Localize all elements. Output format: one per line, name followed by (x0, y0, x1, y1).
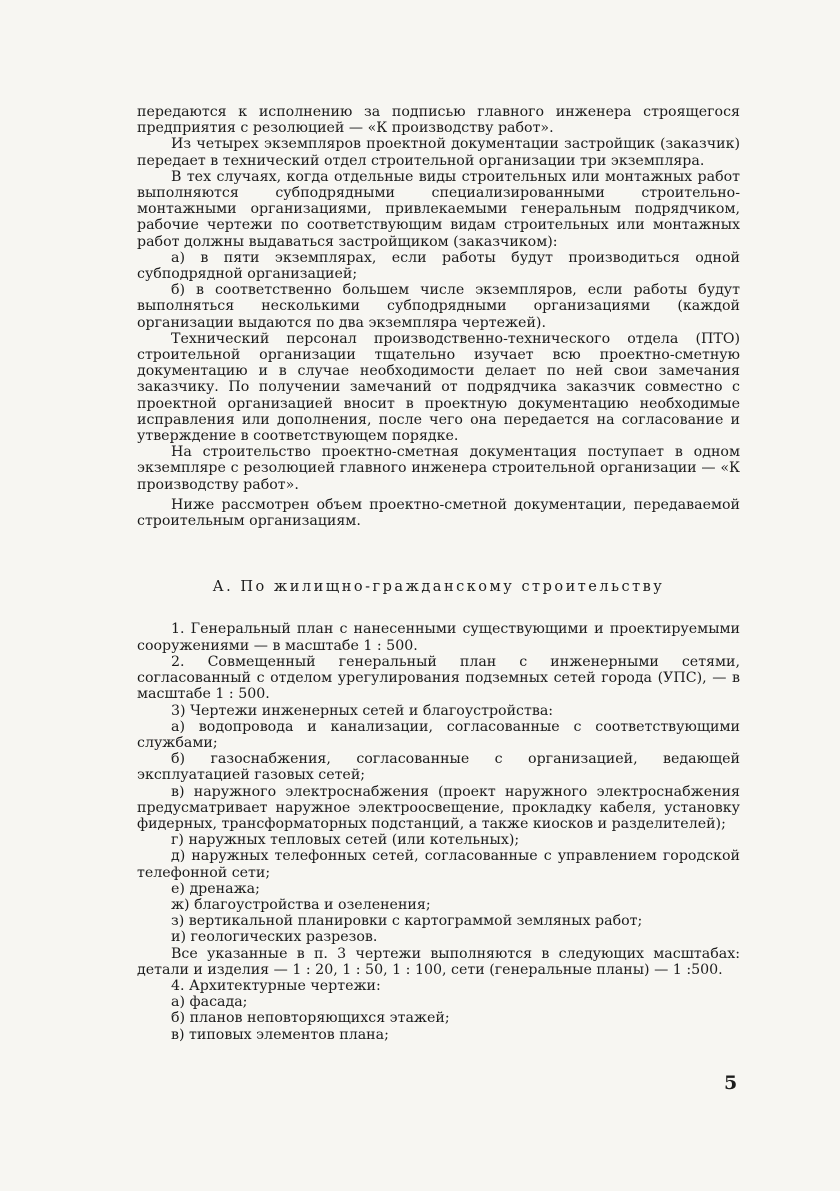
list-item: з) вертикальной планировки с картограммой земляных работ; (171, 913, 643, 930)
list-item: г) наружных тепловых сетей (или котельных); (171, 832, 520, 849)
paragraph: В тех случаях, когда отдельные виды строительных или монтажных работ выполняются субподрядными специализированными строительно-монтажными организациями, привлекаемыми генеральным подрядчиком, рабочие чертежи по соответствующим видам строительных или монтажных работ должны выдаваться застройщиком (заказчиком): (137, 168, 740, 250)
paragraph: б) в соответственно большем числе экземпляров, если работы будут выполняться несколькими субподрядными организациями (каждой организации выдаются по два экземпляра чертежей). (137, 282, 740, 331)
list-item: а) водопровода и канализации, согласованные с соответствующими службами; (137, 718, 740, 751)
paragraph: Технический персонал производственно-технического отдела (ПТО) строительной организации тщательно изучает всю проектно-сметную документацию и в случае необходимости делает по ней свои замечания заказчику. По получении замечаний от подрядчика заказчик совместно с проектной организацией вносит в проектную документацию необходимые исправления или дополнения, после чего она передается на согласование и утверждение в соответствующем порядке. (137, 330, 740, 445)
list-item: 3) Чертежи инженерных сетей и благоустройства: (171, 702, 554, 719)
list-item: б) планов неповторяющихся этажей; (171, 1010, 450, 1027)
list-item: 4. Архитектурные чертежи: (171, 977, 381, 994)
paragraph: Ниже рассмотрен объем проектно-сметной документации, передаваемой строительным организациям. (137, 496, 740, 530)
list-item: б) газоснабжения, согласованные с организацией, ведающей эксплуатацией газовых сетей; (137, 751, 740, 784)
paragraph: На строительство проектно-сметная документация поступает в одном экземпляре с резолюцией главного инженера строительной организации — «К производству работ». (137, 444, 740, 493)
list-item: а) фасада; (171, 994, 248, 1011)
paragraph: Из четырех экземпляров проектной документации застройщик (заказчик) передает в технический отдел строительной организации три экземпляра. (137, 136, 740, 169)
list-item: в) наружного электроснабжения (проект наружного электроснабжения предусматривает наружное электроосвещение, прокладку кабеля, установку фидерных, трансформаторных подстанций, а также киосков и разделителей); (137, 783, 740, 832)
section-heading: А. По жилищно-гражданскому строительству (212, 579, 665, 596)
list-item: 1. Генеральный план с нанесенными существующими и проектируемыми сооружениями — в масштабе 1 : 500. (137, 621, 740, 654)
list-item: ж) благоустройства и озеленения; (171, 896, 431, 913)
list-item: Все указанные в п. 3 чертежи выполняются в следующих масштабах: детали и изделия — 1 : 20, 1 : 50, 1 : 100, сети (генеральные планы) — 1 :500. (137, 945, 740, 978)
paragraph: передаются к исполнению за подписью главного инженера строящегося предприятия с резолюцией — «К производству работ». (137, 104, 740, 137)
page-number: 5 (724, 1072, 738, 1094)
text-column (137, 104, 740, 1043)
list-item: е) дренажа; (171, 880, 260, 897)
paragraph: а) в пяти экземплярах, если работы будут производиться одной субподрядной организацией; (137, 249, 740, 283)
list-item: и) геологических разрезов. (171, 929, 378, 946)
list-item: в) типовых элементов плана; (171, 1026, 389, 1043)
list-item: 2. Совмещенный генеральный план с инженерными сетями, согласованный с отделом урегулирования подземных сетей города (УПС), — в масштабе 1 : 500. (137, 653, 740, 703)
list-item: д) наружных телефонных сетей, согласованные с управлением городской телефонной сети; (137, 848, 740, 881)
